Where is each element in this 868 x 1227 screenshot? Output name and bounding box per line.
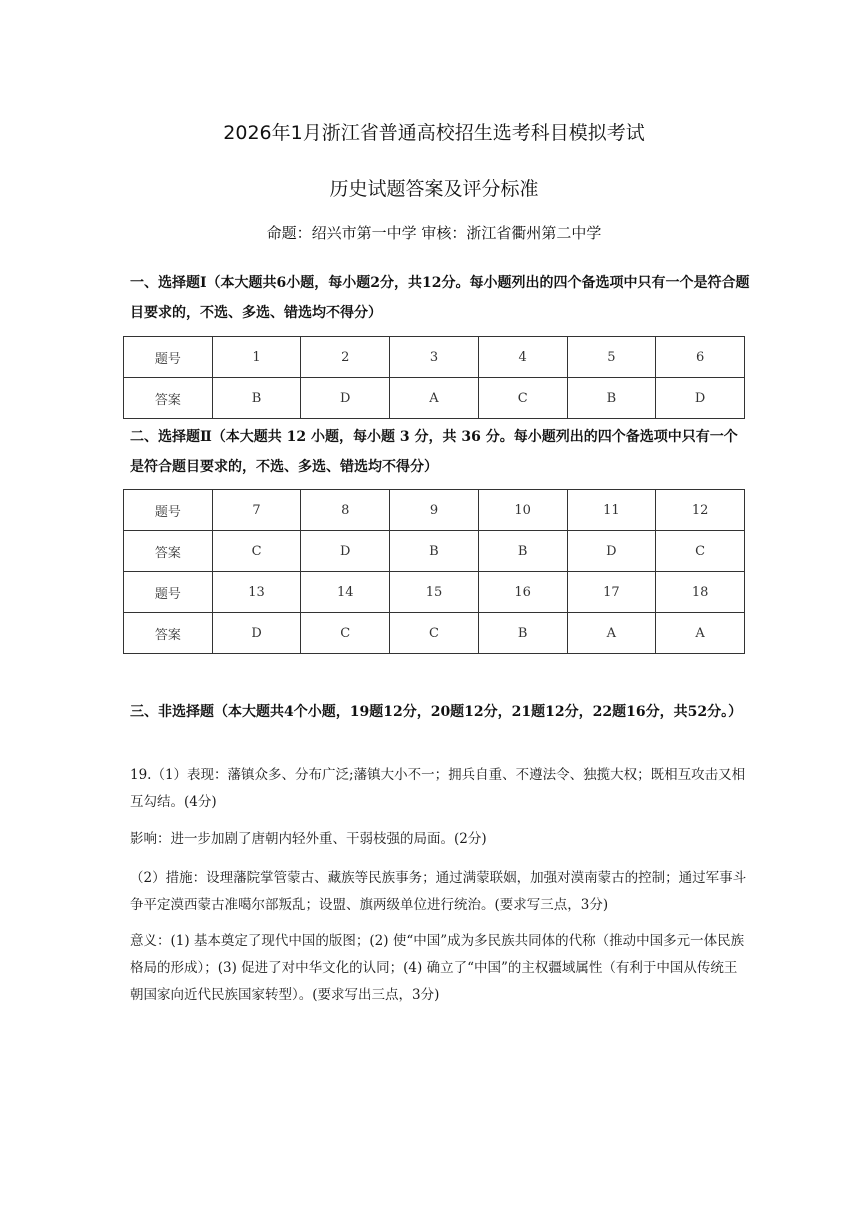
- table-cell: B: [567, 378, 656, 419]
- table-cell: B: [478, 613, 567, 654]
- table-row: [124, 378, 745, 419]
- table-cell: 18: [656, 572, 745, 613]
- table-cell: D: [567, 531, 656, 572]
- q19-part1-manifestation: 19.（1）表现：藩镇众多、分布广泛;藩镇大小不一；拥兵自重、不遵法令、独揽大权；既相互攻击又相互勾结。(4分): [130, 767, 746, 810]
- table-row: [124, 531, 745, 572]
- table-cell: A: [390, 378, 479, 419]
- exam-subtitle: 历史试题答案及评分标准: [329, 178, 539, 200]
- row-header-cell: 题号: [124, 490, 213, 531]
- table-cell: 11: [567, 490, 656, 531]
- q19-part2-measures: （2）措施：设理藩院掌管蒙古、藏族等民族事务；通过满蒙联姻，加强对漠南蒙古的控制；通过军事斗争平定漠西蒙古准噶尔部叛乱；设盟、旗两级单位进行统治。(要求写三点，3分): [130, 870, 747, 913]
- row-header-cell: 答案: [124, 613, 213, 654]
- table-cell: B: [212, 378, 301, 419]
- exam-authors: 命题：绍兴市第一中学 审核：浙江省衢州第二中学: [266, 224, 602, 242]
- table-cell: 7: [212, 490, 301, 531]
- table-cell: B: [478, 531, 567, 572]
- row-header-cell: 题号: [124, 572, 213, 613]
- table-cell: D: [301, 531, 390, 572]
- table-row: [124, 572, 745, 613]
- table-cell: A: [656, 613, 745, 654]
- table-cell: 2: [301, 337, 390, 378]
- exam-title: 2026年1月浙江省普通高校招生选考科目模拟考试: [223, 122, 645, 144]
- section1-heading: 一、选择题Ⅰ（本大题共6小题，每小题2分，共12分。每小题列出的四个备选项中只有一个是符合题目要求的，不选、多选、错选均不得分）: [130, 275, 750, 321]
- table-cell: 1: [212, 337, 301, 378]
- q19-part1-impact: 影响：进一步加剧了唐朝内轻外重、干弱枝强的局面。(2分): [130, 831, 487, 847]
- section3-heading: 三、非选择题（本大题共4个小题，19题12分，20题12分，21题12分，22题16分，共52分。）: [130, 704, 743, 720]
- table-cell: 16: [478, 572, 567, 613]
- row-header-cell: 答案: [124, 531, 213, 572]
- q19-part2-significance: 意义：(1) 基本奠定了现代中国的版图；(2) 使“中国”成为多民族共同体的代称（推动中国多元一体民族格局的形成）；(3) 促进了对中华文化的认同；(4) 确立了“中国”的主权疆域属性（有利于中国从传统王朝国家向近代民族国家转型）。(要求写出三点，3分): [130, 933, 745, 1003]
- table-cell: 9: [390, 490, 479, 531]
- table-cell: 14: [301, 572, 390, 613]
- table-cell: A: [567, 613, 656, 654]
- section1-answer-table: [123, 336, 745, 419]
- table-cell: 6: [656, 337, 745, 378]
- table-row: [124, 613, 745, 654]
- row-header-cell: 题号: [124, 337, 213, 378]
- table-cell: D: [301, 378, 390, 419]
- table-cell: 13: [212, 572, 301, 613]
- table-cell: C: [212, 531, 301, 572]
- table-cell: C: [390, 613, 479, 654]
- row-header-cell: 答案: [124, 378, 213, 419]
- table-cell: 8: [301, 490, 390, 531]
- table-cell: B: [390, 531, 479, 572]
- table-cell: D: [656, 378, 745, 419]
- table-cell: 5: [567, 337, 656, 378]
- table-row: [124, 490, 745, 531]
- section2-answer-table: [123, 489, 745, 654]
- table-cell: C: [478, 378, 567, 419]
- section2-heading: 二、选择题Ⅱ（本大题共 12 小题，每小题 3 分，共 36 分。每小题列出的四个备选项中只有一个是符合题目要求的，不选、多选、错选均不得分）: [130, 429, 738, 475]
- table-cell: 4: [478, 337, 567, 378]
- table-cell: C: [656, 531, 745, 572]
- table-cell: D: [212, 613, 301, 654]
- table-cell: 15: [390, 572, 479, 613]
- table-cell: 3: [390, 337, 479, 378]
- table-cell: 10: [478, 490, 567, 531]
- table-cell: 12: [656, 490, 745, 531]
- table-cell: 17: [567, 572, 656, 613]
- table-row: [124, 337, 745, 378]
- table-cell: C: [301, 613, 390, 654]
